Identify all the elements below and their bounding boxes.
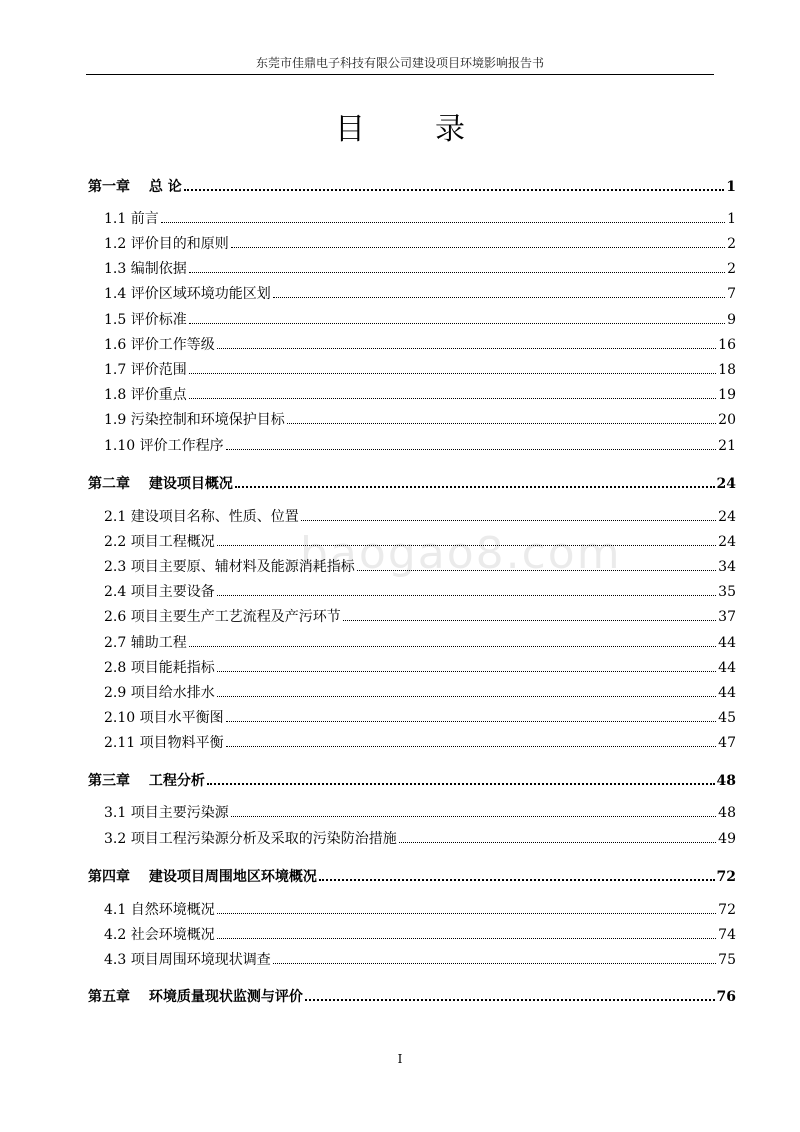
- toc-entry-label: 2.11 项目物料平衡: [104, 735, 224, 751]
- toc-section-entry[interactable]: [104, 804, 736, 822]
- toc-entry-page-number: 24: [718, 534, 736, 550]
- toc-entry-label: 2.4 项目主要设备: [104, 584, 215, 600]
- toc-section-entry[interactable]: [104, 386, 736, 404]
- toc-section-entry[interactable]: [104, 437, 736, 455]
- toc-section-entry[interactable]: [104, 901, 736, 919]
- dot-leader: [189, 261, 725, 273]
- dot-leader: [343, 609, 716, 621]
- toc-entry-page-number: 19: [718, 387, 736, 403]
- dot-leader: [226, 438, 717, 450]
- toc-entry-page-number: 72: [718, 902, 736, 918]
- toc-section-entry[interactable]: [104, 608, 736, 626]
- toc-entry-label: 1.10 评价工作程序: [104, 438, 224, 454]
- toc-entry-label: 4.3 项目周围环境现状调查: [104, 952, 271, 968]
- toc-section-entry[interactable]: [104, 684, 736, 702]
- toc-entry-page-number: 24: [716, 476, 736, 492]
- toc-entry-label: 2.8 项目能耗指标: [104, 660, 215, 676]
- toc-section-entry[interactable]: [104, 926, 736, 944]
- toc-chapter-entry[interactable]: [88, 475, 736, 493]
- toc-entry-page-number: 20: [718, 412, 736, 428]
- toc-entry-page-number: 35: [718, 584, 736, 600]
- toc-section-entry[interactable]: [104, 830, 736, 848]
- toc-section-entry[interactable]: [104, 336, 736, 354]
- toc-section-entry[interactable]: [104, 659, 736, 677]
- dot-leader: [357, 559, 716, 571]
- toc-entry-page-number: 9: [727, 312, 736, 328]
- toc-entry-label: 1.3 编制依据: [104, 261, 187, 277]
- toc-section-entry[interactable]: [104, 558, 736, 576]
- toc-entry-label: 1.7 评价范围: [104, 362, 187, 378]
- toc-entry-label: 2.9 项目给水排水: [104, 685, 215, 701]
- dot-leader: [217, 584, 716, 596]
- toc-entry-page-number: 76: [716, 989, 736, 1005]
- dot-leader: [235, 475, 715, 488]
- toc-section-entry[interactable]: [104, 285, 736, 303]
- dot-leader: [189, 362, 716, 374]
- toc-entry-label: 2.2 项目工程概况: [104, 534, 215, 550]
- toc-chapter-entry[interactable]: [88, 178, 736, 196]
- toc-entry-page-number: 1: [726, 179, 736, 195]
- toc-section-entry[interactable]: [104, 235, 736, 253]
- toc-entry-page-number: 44: [718, 685, 736, 701]
- toc-entry-label: 1.9 污染控制和环境保护目标: [104, 412, 285, 428]
- toc-entry-page-number: 44: [718, 635, 736, 651]
- toc-section-entry[interactable]: [104, 508, 736, 526]
- dot-leader: [287, 412, 716, 424]
- dot-leader: [226, 735, 717, 747]
- toc-entry-page-number: 2: [727, 236, 736, 252]
- toc-entry-label: 2.1 建设项目名称、性质、位置: [104, 509, 299, 525]
- toc-entry-page-number: 2: [727, 261, 736, 277]
- dot-leader: [319, 868, 715, 881]
- toc-chapter-entry[interactable]: [88, 772, 736, 790]
- toc-title: 目录: [335, 112, 535, 147]
- toc-entry-label: 4.2 社会环境概况: [104, 927, 215, 943]
- toc-entry-page-number: 75: [718, 952, 736, 968]
- toc-entry-label: 1.1 前言: [104, 211, 159, 227]
- dot-leader: [189, 312, 725, 324]
- toc-entry-label: 2.3 项目主要原、辅材料及能源消耗指标: [104, 559, 355, 575]
- toc-entry-page-number: 72: [716, 869, 736, 885]
- toc-section-entry[interactable]: [104, 951, 736, 969]
- toc-entry-label: 1.6 评价工作等级: [104, 337, 215, 353]
- dot-leader: [217, 685, 716, 697]
- toc-section-entry[interactable]: [104, 533, 736, 551]
- toc-entry-label: 1.4 评价区域环境功能区划: [104, 286, 271, 302]
- dot-leader: [231, 236, 725, 248]
- dot-leader: [273, 286, 725, 298]
- toc-entry-page-number: 21: [718, 438, 736, 454]
- toc-entry-label: 4.1 自然环境概况: [104, 902, 215, 918]
- toc-section-entry[interactable]: [104, 709, 736, 727]
- dot-leader: [189, 387, 716, 399]
- toc-section-entry[interactable]: [104, 361, 736, 379]
- toc-entry-page-number: 34: [718, 559, 736, 575]
- toc-chapter-entry[interactable]: [88, 868, 736, 886]
- toc-section-entry[interactable]: [104, 411, 736, 429]
- toc-entry-page-number: 49: [718, 831, 736, 847]
- dot-leader: [301, 509, 716, 521]
- toc-entry-label: 2.6 项目主要生产工艺流程及产污环节: [104, 609, 341, 625]
- toc-chapter-entry[interactable]: [88, 988, 736, 1006]
- dot-leader: [273, 952, 716, 964]
- toc-entry-page-number: 18: [718, 362, 736, 378]
- toc-entry-page-number: 24: [718, 509, 736, 525]
- toc-entry-page-number: 48: [718, 805, 736, 821]
- toc-entry-page-number: 47: [718, 735, 736, 751]
- dot-leader: [217, 534, 716, 546]
- toc-entry-page-number: 7: [727, 286, 736, 302]
- toc-entry-label: 1.8 评价重点: [104, 387, 187, 403]
- running-header: 东莞市佳鼎电子科技有限公司建设项目环境影响报告书: [255, 56, 544, 70]
- dot-leader: [217, 337, 716, 349]
- dot-leader: [189, 635, 716, 647]
- toc-entry-page-number: 74: [718, 927, 736, 943]
- toc-entry-label: 第三章 工程分析: [88, 773, 205, 789]
- toc-entry-label: 2.7 辅助工程: [104, 635, 187, 651]
- dot-leader: [305, 988, 715, 1001]
- toc-entry-label: 3.2 项目工程污染源分析及采取的污染防治措施: [104, 831, 397, 847]
- dot-leader: [231, 805, 716, 817]
- toc-entry-label: 第一章 总 论: [88, 179, 182, 195]
- toc-entry-label: 第五章 环境质量现状监测与评价: [88, 989, 303, 1005]
- toc-entry-label: 1.5 评价标准: [104, 312, 187, 328]
- dot-leader: [217, 660, 716, 672]
- toc-entry-page-number: 37: [718, 609, 736, 625]
- toc-entry-label: 第二章 建设项目概况: [88, 476, 233, 492]
- toc-entry-page-number: 48: [716, 773, 736, 789]
- toc-section-entry[interactable]: [104, 311, 736, 329]
- toc-entry-label: 3.1 项目主要污染源: [104, 805, 229, 821]
- dot-leader: [217, 927, 716, 939]
- toc-entry-page-number: 44: [718, 660, 736, 676]
- dot-leader: [226, 710, 717, 722]
- footer-page-number: I: [397, 1052, 403, 1066]
- dot-leader: [217, 902, 716, 914]
- watermark: baogao8.com: [300, 528, 622, 579]
- toc-section-entry[interactable]: [104, 734, 736, 752]
- toc-entry-label: 1.2 评价目的和原则: [104, 236, 229, 252]
- toc-section-entry[interactable]: [104, 634, 736, 652]
- dot-leader: [184, 178, 725, 191]
- toc-section-entry[interactable]: [104, 260, 736, 278]
- toc-section-entry[interactable]: [104, 210, 736, 228]
- toc-entry-page-number: 16: [718, 337, 736, 353]
- dot-leader: [399, 831, 716, 843]
- dot-leader: [161, 211, 725, 223]
- toc-entry-page-number: 1: [727, 211, 736, 227]
- toc-entry-page-number: 45: [718, 710, 736, 726]
- toc-entry-label: 2.10 项目水平衡图: [104, 710, 224, 726]
- toc-entry-label: 第四章 建设项目周围地区环境概况: [88, 869, 317, 885]
- toc-section-entry[interactable]: [104, 583, 736, 601]
- dot-leader: [207, 772, 715, 785]
